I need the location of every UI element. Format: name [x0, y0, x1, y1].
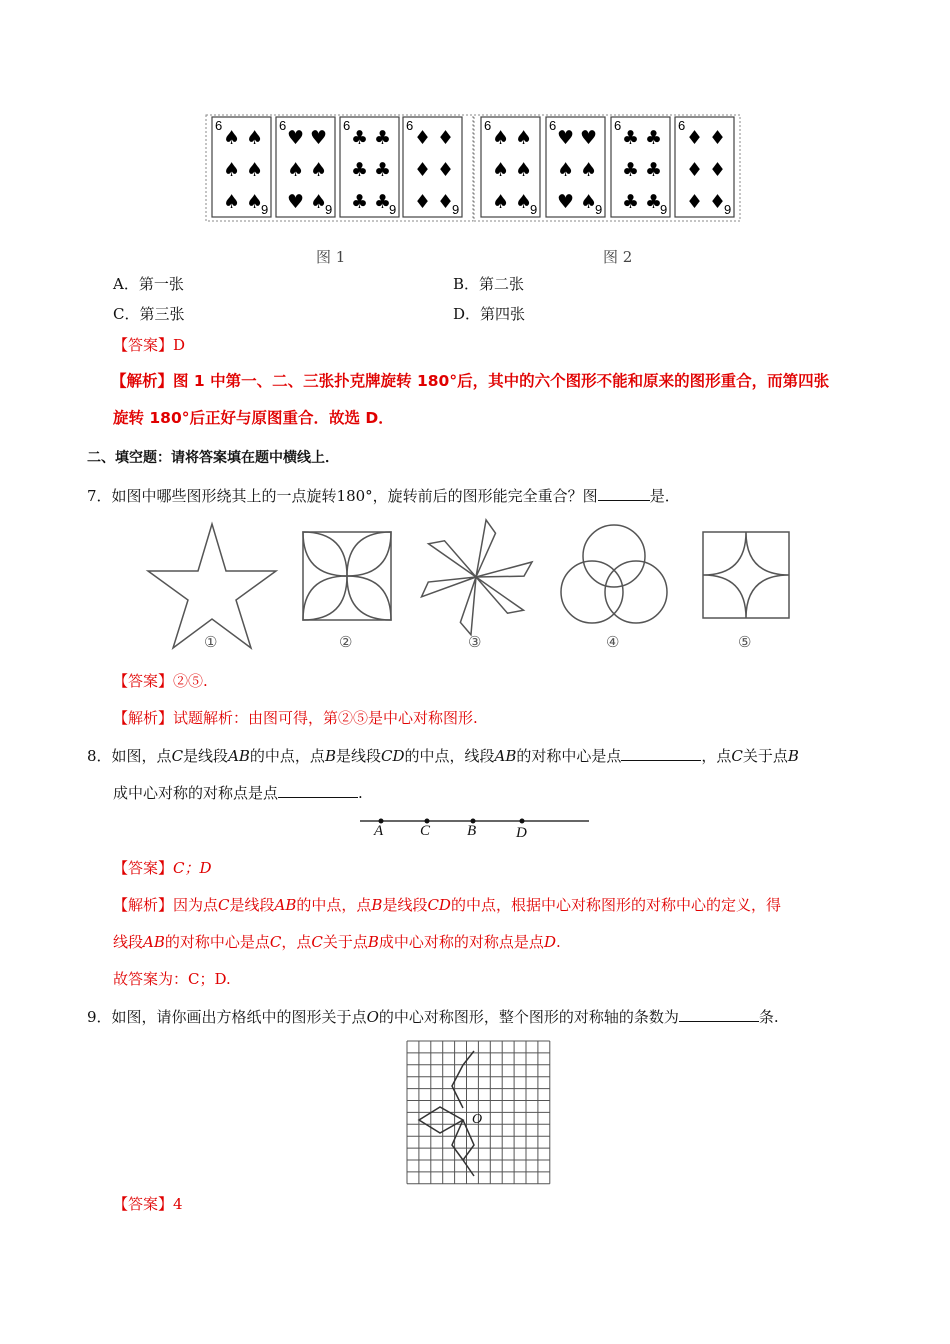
q7-answer [113, 670, 208, 691]
var: B [367, 933, 379, 951]
petal-square-shape [303, 532, 391, 620]
var: C [311, 933, 323, 951]
card-pip: ♠ [491, 159, 509, 181]
card-pip: ♣ [373, 159, 392, 181]
analysis-text: 试题解析：由图可得，第②⑤是中心对称图形. [173, 709, 478, 727]
card-pip: ♠ [309, 159, 328, 181]
question-number: 9． [87, 1008, 112, 1026]
var: CD [380, 747, 405, 765]
q6-analysis-line1: 【解析】图 1 中第一、二、三张扑克牌旋转 180°后，其中的六个图形不能和原来的图形重合，而第四张 [111, 372, 830, 390]
text: 是线段 [229, 896, 275, 914]
var: C [731, 747, 743, 765]
card-rank-bottom: 9 [724, 202, 732, 217]
card-pip: ♦ [685, 127, 703, 149]
card-pip: ♠ [245, 127, 264, 149]
shape-label-1: ① [204, 633, 218, 651]
var: C [218, 896, 230, 914]
pinwheel-blade [476, 520, 496, 577]
var: D [543, 933, 556, 951]
answer-value: 4 [173, 1195, 183, 1213]
card-pip: ♠ [222, 159, 240, 181]
card-pip: ♣ [350, 191, 368, 213]
concave-square-shape [703, 532, 789, 618]
option-a: A．第一张 [113, 275, 184, 293]
var: B [371, 896, 383, 914]
card-pip: ♠ [579, 191, 598, 213]
q6-answer [113, 334, 185, 355]
card-pip: ♣ [621, 127, 639, 149]
card-pip: ♦ [685, 191, 703, 213]
answer-value: C；D [173, 859, 212, 877]
var: AB [143, 933, 165, 951]
star-shape [148, 524, 276, 648]
card-pip: ♦ [708, 191, 727, 213]
text: 如图，点 [111, 747, 172, 765]
card-pip: ♥ [286, 127, 304, 149]
text: . [358, 784, 363, 802]
pinwheel-shape [421, 520, 532, 635]
pinwheel-blade [460, 577, 476, 635]
card-pip: ♠ [245, 159, 264, 181]
answer-blank [621, 746, 701, 761]
q6-analysis-line2: 旋转 180°后正好与原图重合．故选 D． [113, 409, 394, 427]
card-pip: ♣ [350, 159, 368, 181]
label-a: A [374, 823, 384, 839]
card-pip: ♠ [286, 159, 304, 181]
card-pip: ♠ [514, 191, 533, 213]
card-pip: ♦ [708, 159, 727, 181]
card-pip: ♦ [413, 127, 431, 149]
text: 是线段 [183, 747, 229, 765]
card-pip: ♥ [286, 191, 304, 213]
card-rank-bottom: 9 [389, 202, 397, 217]
option-b: B．第二张 [453, 275, 525, 293]
text: 的对称中心是点 [164, 933, 270, 951]
section-title: 二、填空题：请将答案填在题中横线上． [87, 450, 339, 466]
analysis-tag: 【解析】 [113, 896, 174, 914]
text: 关于点 [742, 747, 788, 765]
card-rank-top: 6 [614, 118, 622, 133]
card-pip: ♠ [579, 159, 598, 181]
card-pip: ♠ [222, 127, 240, 149]
analysis-tag: 【解析】 [113, 709, 174, 727]
label-b: B [467, 823, 477, 839]
text: ，点 [281, 933, 312, 951]
text: 是线段 [382, 896, 428, 914]
card-pip: ♣ [644, 159, 663, 181]
card-pip: ♦ [436, 159, 455, 181]
shape-label-2: ② [339, 633, 353, 651]
text: 的中点，线段 [404, 747, 495, 765]
answer-blank [278, 783, 358, 798]
var: C [171, 747, 184, 765]
label-d: D [516, 825, 527, 841]
card-pip: ♥ [556, 127, 574, 149]
q9-answer [113, 1193, 183, 1214]
card-rank-top: 6 [406, 118, 414, 133]
text: 的对称中心是点 [516, 747, 622, 765]
text: 关于点 [322, 933, 368, 951]
pinwheel-blade [476, 562, 532, 577]
text: . [555, 933, 561, 951]
card-pip: ♠ [514, 127, 533, 149]
card-rank-top: 6 [678, 118, 686, 133]
shape-label-5: ⑤ [738, 633, 752, 651]
card-pip: ♠ [491, 127, 509, 149]
var: AB [494, 747, 517, 765]
shape-label-4: ④ [606, 633, 620, 651]
var: CD [427, 896, 451, 914]
text: 成中心对称的对称点是点 [113, 784, 279, 802]
card-rank-bottom: 9 [595, 202, 603, 217]
q8-analysis-line2 [113, 931, 561, 952]
point-o-label: O [472, 1112, 483, 1127]
playing-cards-figure [0, 0, 950, 240]
text: 的中点，根据中心对称图形的对称中心的定义，得 [450, 896, 781, 914]
var: O [366, 1008, 379, 1026]
var: B [787, 747, 799, 765]
text: 因为点 [173, 896, 219, 914]
card-pip: ♠ [222, 191, 240, 213]
text: 如图，请你画出方格纸中的图形关于点 [111, 1008, 367, 1026]
question-number: 8． [87, 747, 112, 765]
card-pip: ♣ [350, 127, 368, 149]
text: 的中点，点 [249, 747, 325, 765]
card-pip: ♦ [436, 127, 455, 149]
card-rank-bottom: 9 [325, 202, 333, 217]
answer-tag: 【答案】 [113, 672, 174, 690]
three-circles-shape [561, 525, 667, 623]
var: AB [274, 896, 297, 914]
fig2-caption: 图 2 [603, 248, 633, 266]
text: ，点 [701, 747, 732, 765]
text: 的中点，点 [296, 896, 372, 914]
card-rank-top: 6 [343, 118, 351, 133]
card-pip: ♠ [514, 159, 533, 181]
answer-value: ②⑤. [173, 672, 208, 690]
card-rank-top: 6 [279, 118, 287, 133]
question-text-end: 是． [649, 487, 680, 505]
var: C [269, 933, 282, 951]
q8-question-line1 [87, 745, 799, 766]
answer-tag: 【答案】 [113, 336, 174, 354]
card-pip: ♦ [436, 191, 455, 213]
q7-analysis [113, 707, 478, 728]
card-pip: ♣ [373, 191, 392, 213]
card-rank-top: 6 [549, 118, 557, 133]
option-c: C．第三张 [113, 305, 185, 323]
text: 条. [758, 1008, 779, 1026]
card-rank-bottom: 9 [530, 202, 538, 217]
pinwheel-blade [428, 541, 476, 577]
card-rank-top: 6 [215, 118, 223, 133]
question-text: 如图中哪些图形绕其上的一点旋转180°，旋转前后的图形能完全重合？图 [111, 487, 598, 505]
question-number: 7． [87, 487, 112, 505]
card-pip: ♦ [413, 159, 431, 181]
card-pip: ♠ [245, 191, 264, 213]
q8-analysis-line3: 故答案为：C；D. [113, 970, 231, 988]
q8-analysis-line1 [113, 894, 781, 915]
text: 是线段 [335, 747, 381, 765]
card-pip: ♠ [491, 191, 509, 213]
card-pip: ♦ [685, 159, 703, 181]
card-pip: ♥ [309, 127, 328, 149]
card-rank-bottom: 9 [261, 202, 269, 217]
card-pip: ♥ [556, 191, 574, 213]
card-pip: ♣ [621, 159, 639, 181]
answer-blank [679, 1007, 759, 1022]
var: B [324, 747, 336, 765]
answer-blank [598, 486, 650, 501]
var: AB [228, 747, 250, 765]
answer-tag: 【答案】 [113, 859, 174, 877]
shape-label-3: ③ [468, 633, 482, 651]
q8-answer [113, 857, 212, 878]
text: 的中心对称图形，整个图形的对称轴的条数为 [378, 1008, 679, 1026]
answer-value: D [173, 336, 186, 354]
point-d [520, 819, 525, 824]
card-pip: ♥ [579, 127, 598, 149]
card-rank-bottom: 9 [452, 202, 460, 217]
answer-tag: 【答案】 [113, 1195, 174, 1213]
pinwheel-blade [476, 577, 524, 613]
text: 成中心对称的对称点是点 [378, 933, 544, 951]
card-rank-top: 6 [484, 118, 492, 133]
card-rank-bottom: 9 [660, 202, 668, 217]
q8-question-line2 [113, 782, 363, 803]
pinwheel-blade [421, 577, 476, 597]
card-pip: ♣ [621, 191, 639, 213]
grid-paper-figure [0, 1036, 950, 1186]
option-d: D．第四张 [453, 305, 526, 323]
card-pip: ♠ [556, 159, 574, 181]
card-pip: ♣ [644, 191, 663, 213]
card-pip: ♠ [309, 191, 328, 213]
fig1-caption: 图 1 [316, 248, 346, 266]
q7-question [87, 485, 680, 506]
label-c: C [420, 823, 431, 839]
card-pip: ♣ [644, 127, 663, 149]
card-pip: ♣ [373, 127, 392, 149]
q9-question [87, 1006, 779, 1027]
text: 线段 [113, 933, 144, 951]
card-pip: ♦ [413, 191, 431, 213]
card-pip: ♦ [708, 127, 727, 149]
